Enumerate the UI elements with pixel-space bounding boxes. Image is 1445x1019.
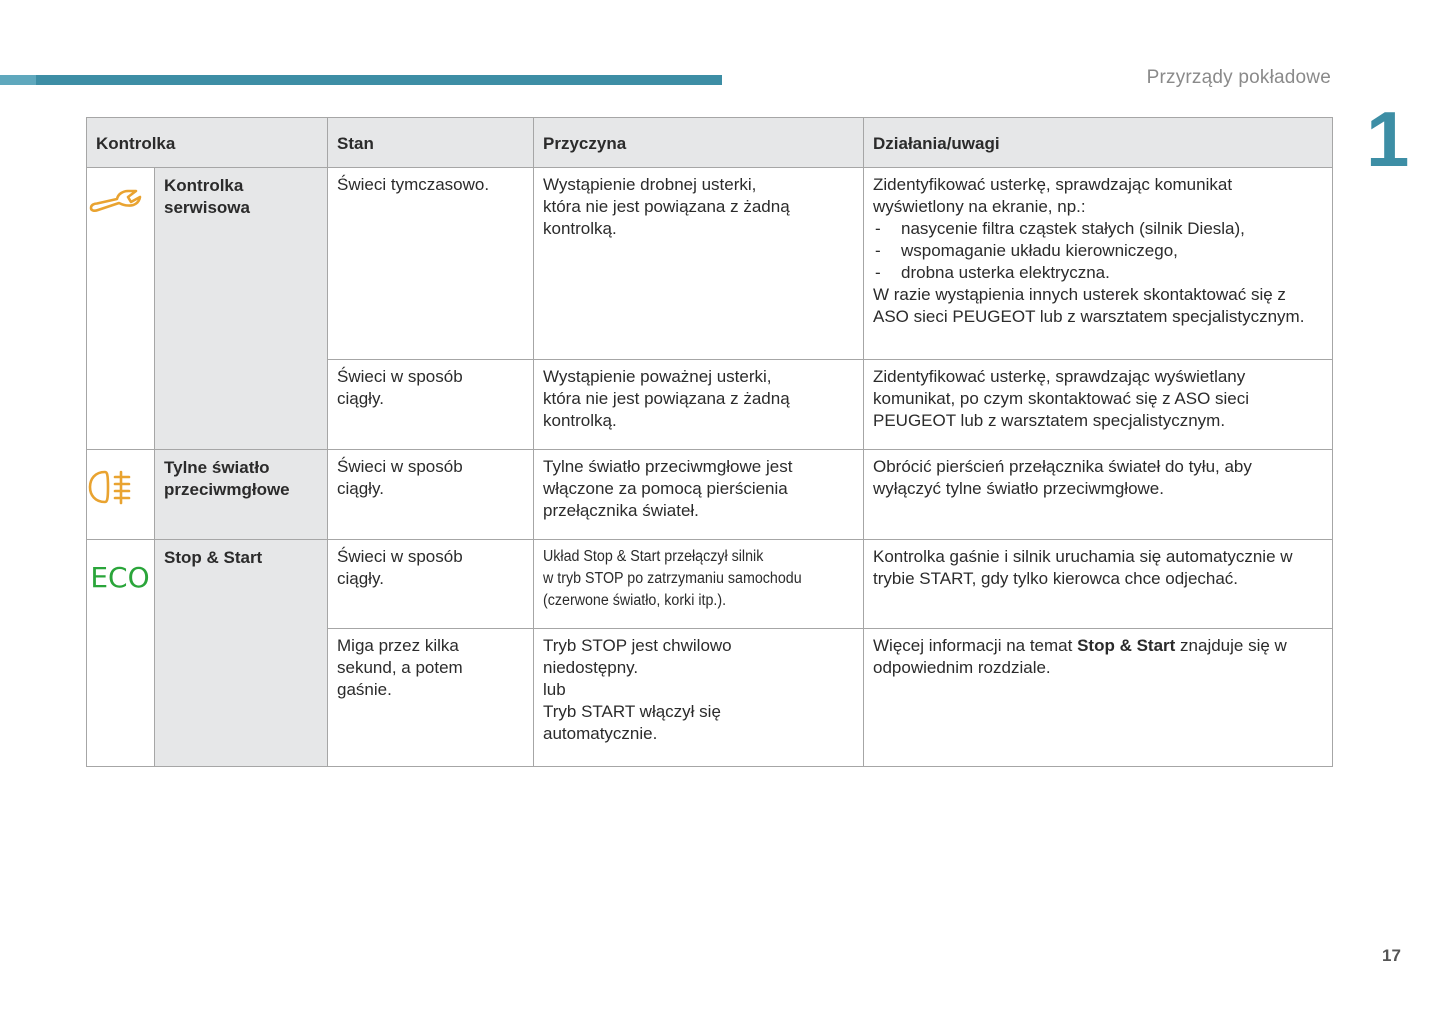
kontrolka-name: Tylne światło przeciwmgłowe <box>155 450 328 540</box>
icon-cell <box>87 168 155 450</box>
icon-cell <box>87 450 155 540</box>
list-item: - nasycenie filtra cząstek stałych (silnik Diesla), <box>873 218 1323 240</box>
section-title: Przyrządy pokładowe <box>1146 67 1331 88</box>
dzialania-cell: Więcej informacji na temat Stop & Start znajduje się w odpowiednim rozdziale. <box>864 629 1333 767</box>
svg-text:ECO: ECO <box>90 562 150 592</box>
column-header-dzialania: Działania/uwagi <box>864 118 1333 168</box>
header-accent-bar <box>0 75 722 85</box>
list-item: - drobna usterka elektryczna. <box>873 262 1323 284</box>
stan-cell: Świeci w sposób ciągły. <box>328 360 534 450</box>
dzialania-cell: Kontrolka gaśnie i silnik uruchamia się automatycznie w trybie START, gdy tylko kierowca chce odjechać. <box>864 540 1333 629</box>
eco-icon <box>87 562 154 598</box>
list-item: - wspomaganie układu kierowniczego, <box>873 240 1323 262</box>
rear-fog-light-icon <box>87 468 154 512</box>
przyczyna-cell: Wystąpienie poważnej usterki, która nie jest powiązana z żadną kontrolką. <box>534 360 864 450</box>
stan-cell: Świeci w sposób ciągły. <box>328 540 534 629</box>
dzialania-cell: Zidentyfikować usterkę, sprawdzając wyświetlany komunikat, po czym skontaktować się z ASO sieci PEUGEOT lub z warsztatem specjalistycznym. <box>864 360 1333 450</box>
przyczyna-cell: Tryb STOP jest chwilowo niedostępny. lub Tryb START włączył się automatycznie. <box>534 629 864 767</box>
kontrolka-name: Kontrolka serwisowa <box>155 168 328 450</box>
chapter-number: 1 <box>1366 95 1410 183</box>
przyczyna-cell: Tylne światło przeciwmgłowe jest włączone za pomocą pierścienia przełącznika świateł. <box>534 450 864 540</box>
column-header-przyczyna: Przyczyna <box>534 118 864 168</box>
page-number: 17 <box>1382 946 1401 965</box>
dzialania-cell: Zidentyfikować usterkę, sprawdzając komunikat wyświetlony na ekranie, np.: - nasycenie filtra cząstek stałych (silnik Diesla), - wspomaganie układu kierowniczego, - drobna usterka elektryczna. W razie wystąpienia innych usterek skontaktować się z ASO sieci PEUGEOT lub z warsztatem specjalistycznym. <box>864 168 1333 360</box>
table-row <box>87 540 1333 629</box>
stan-cell: Miga przez kilka sekund, a potem gaśnie. <box>328 629 534 767</box>
wrench-icon <box>87 186 154 222</box>
table-row <box>87 450 1333 540</box>
stan-cell: Świeci tymczasowo. <box>328 168 534 360</box>
column-header-kontrolka: Kontrolka <box>87 118 328 168</box>
stan-cell: Świeci w sposób ciągły. <box>328 450 534 540</box>
column-header-stan: Stan <box>328 118 534 168</box>
table-row <box>87 168 1333 360</box>
table-header-row <box>87 118 1333 168</box>
warning-lights-table <box>86 117 1333 767</box>
icon-cell <box>87 540 155 767</box>
przyczyna-cell: Układ Stop & Start przełączył silnik w tryb STOP po zatrzymaniu samochodu (czerwone światło, korki itp.). <box>534 540 864 629</box>
przyczyna-cell: Wystąpienie drobnej usterki, która nie jest powiązana z żadną kontrolką. <box>534 168 864 360</box>
dzialania-cell: Obrócić pierścień przełącznika świateł do tyłu, aby wyłączyć tylne światło przeciwmgłowe. <box>864 450 1333 540</box>
kontrolka-name: Stop & Start <box>155 540 328 767</box>
